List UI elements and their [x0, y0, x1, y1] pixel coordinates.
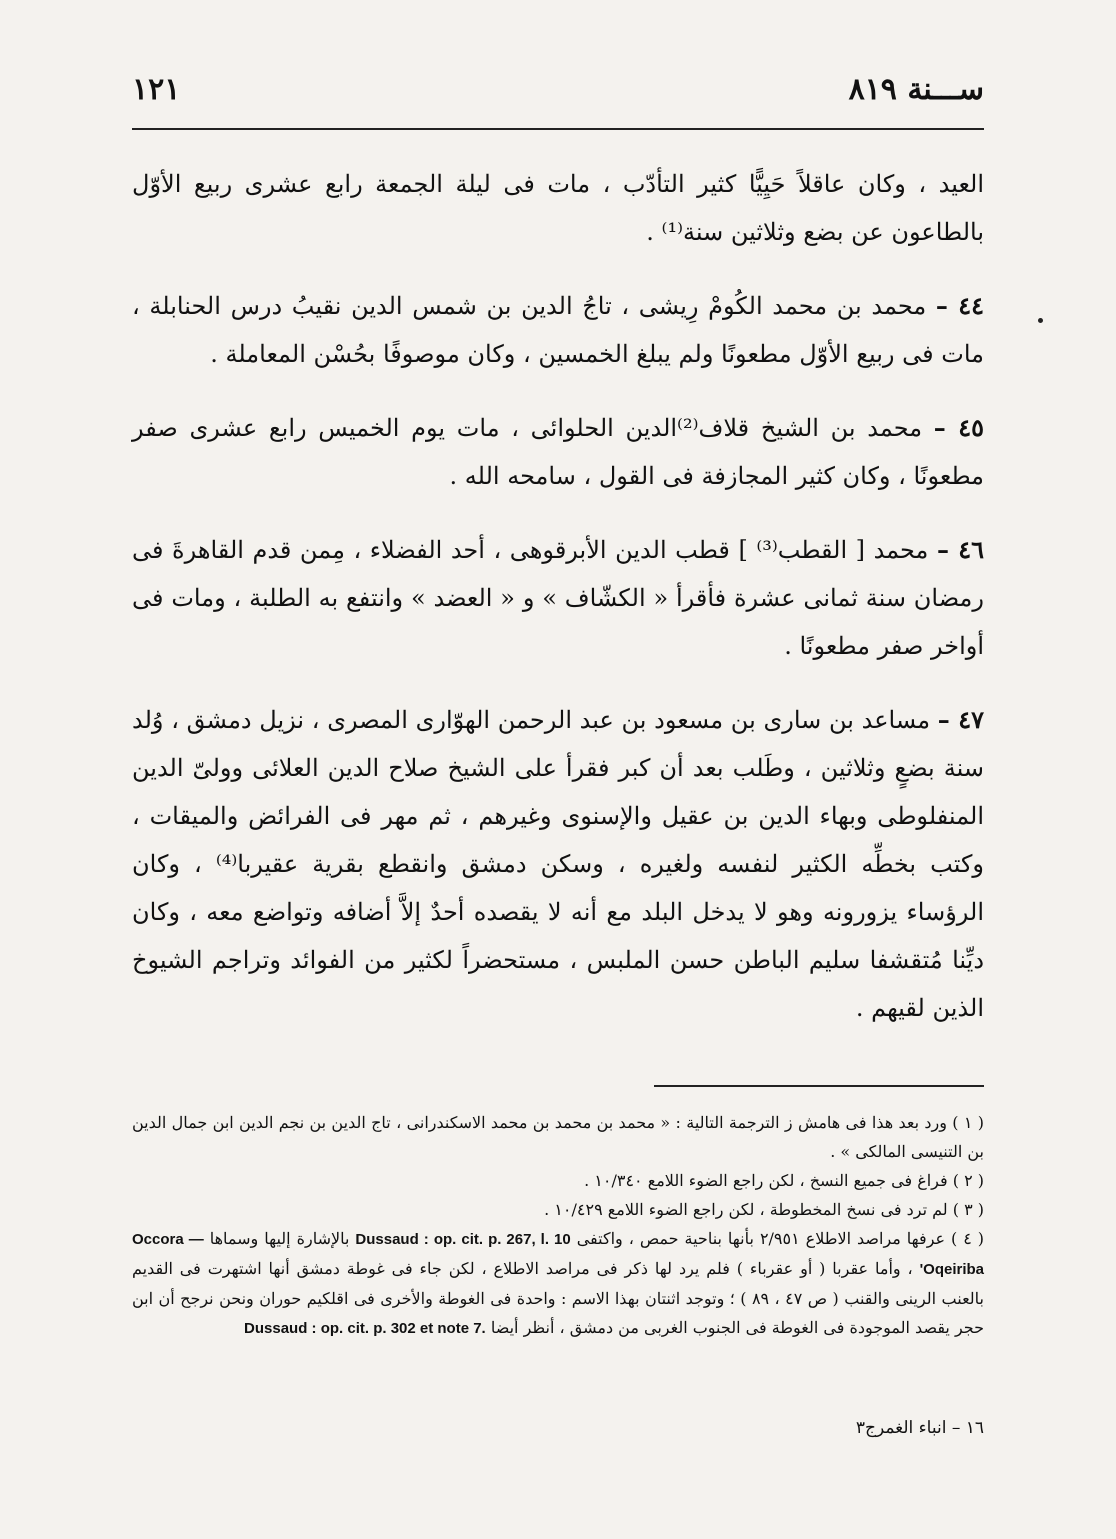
- footnote-2: ( ٢ ) فراغ فى جميع النسخ ، لكن راجع الضوء اللامع ١٠/٣٤٠ .: [584, 1171, 984, 1190]
- year-heading: ســـنة ٨١٩: [848, 72, 984, 107]
- entry-continued: [132, 160, 984, 256]
- footnote-4: [132, 1224, 984, 1343]
- entry-number: ٤٥ –: [933, 413, 984, 442]
- header-rule: [132, 128, 984, 130]
- entry-44: [132, 282, 984, 378]
- footnote-1: ( ١ ) ورد بعد هذا فى هامش ز الترجمة التالية : « محمد بن محمد بن محمد الاسكندرانى ، تاج الدين بن نجم الدين ابن جمال الدين بن التنيسى المالكى » .: [132, 1113, 985, 1161]
- footnote-rule: [654, 1085, 984, 1087]
- scan-speck: [1038, 318, 1043, 323]
- footnote-4-latin-ref-1: Dussaud : op. cit. p. 267, l. 10: [355, 1231, 571, 1248]
- entry-number: ٤٤ –: [935, 291, 984, 320]
- entry-text: محمد بن محمد الكُومْ رِيشى ، تاجُ الدين بن شمس الدين نقيبُ درس الحنابلة ، مات فى ربيع الأوّل مطعونًا ولم يبلغ الخمسين ، وكان موصوفًا بحُسْن المعاملة .: [132, 292, 984, 368]
- entry-47: [132, 696, 984, 1032]
- footnotes: [132, 1108, 984, 1343]
- footnote-4-part-c: ، وأما عقربا ( أو عقرباء ) فلم يرد لها ذكر فى مراصد الاطلاع ، لكن جاء فى غوطة دمشق أنها اشتهرت فى القديم بالعنب الرينى والقنب ( ص ٤٧ ، ٨٩ ) ؛ وتوجد اثنتان بهذا الاسم : واحدة فى الغوطة والأخرى فى اقلكيم حوران ونحن نرجح أن ابن حجر يقصد الموجودة فى الغوطة فى الجنوب الغربى من دمشق ، أنظر أيضا: [132, 1259, 984, 1337]
- page-number: ١٢١: [132, 72, 181, 107]
- entry-46: [132, 526, 984, 670]
- entry-number: ٤٧ –: [937, 705, 984, 734]
- main-text: [132, 160, 984, 1058]
- page-header: [132, 72, 984, 107]
- footnote-4-latin-ref-3: Dussaud : op. cit. p. 302 et note 7.: [244, 1320, 486, 1337]
- entry-45: [132, 404, 984, 500]
- footnote-4-part-b: بالإشارة إليها وسماها: [209, 1229, 350, 1248]
- entry-text: محمد بن الشيخ قلاف⁽²⁾الدين الحلوائى ، مات يوم الخميس رابع عشرى صفر مطعونًا ، وكان كثير المجازفة فى القول ، سامحه الله .: [132, 414, 984, 490]
- footnote-3: ( ٣ ) لم ترد فى نسخ المخطوطة ، لكن راجع الضوء اللامع ١٠/٤٢٩ .: [544, 1200, 984, 1219]
- entry-text: مساعد بن سارى بن مسعود بن عبد الرحمن الهوّارى المصرى ، نزيل دمشق ، وُلد سنة بضعٍ وثلاثين ، وطَلب بعد أن كبر فقرأ على الشيخ صلاح الدين العلائى وولىّ الدين المنفلوطى وبهاء الدين بن عقيل والإسنوى وغيرهم ، ثم مهر فى الفرائض والميقات ، وكتب بخطِّه الكثير لنفسه ولغيره ، وسكن دمشق وانقطع بقرية عقيربا⁽⁴⁾ ، وكان الرؤساء يزورونه وهو لا يدخل البلد مع أنه لا يقصده أحدٌ إلاَّ أضافه وتواضع معه ، وكان ديِّنا مُتقشفا سليم الباطن حسن الملبس ، مستحضراً لكثير من الفوائد وتراجم الشيوخ الذين لقيهم .: [132, 706, 984, 1022]
- signature-line: ١٦ – انباء الغمرج٣: [855, 1418, 984, 1438]
- footnote-4-part-a: ( ٤ ) عرفها مراصد الاطلاع ٢/٩٥١ بأنها بناحية حمص ، واكتفى: [576, 1229, 985, 1248]
- entry-text: محمد [ القطب⁽³⁾ ] قطب الدين الأبرقوهى ، أحد الفضلاء ، مِمن قدم القاهرةَ فى رمضان سنة ثمانى عشرة فأقرأ « الكشّاف » و « العضد » وانتفع به الطلبة ، ومات فى أواخر صفر مطعونًا .: [132, 536, 984, 660]
- entry-text: العيد ، وكان عاقلاً حَيِيًّا كثير التأدّب ، مات فى ليلة الجمعة رابع عشرى ربيع الأوّل بالطاعون عن بضع وثلاثين سنة⁽¹⁾ .: [132, 170, 984, 246]
- entry-number: ٤٦ –: [936, 535, 984, 564]
- footnote-4-latin-ref-2: Occora — 'Oqeiriba: [132, 1231, 985, 1278]
